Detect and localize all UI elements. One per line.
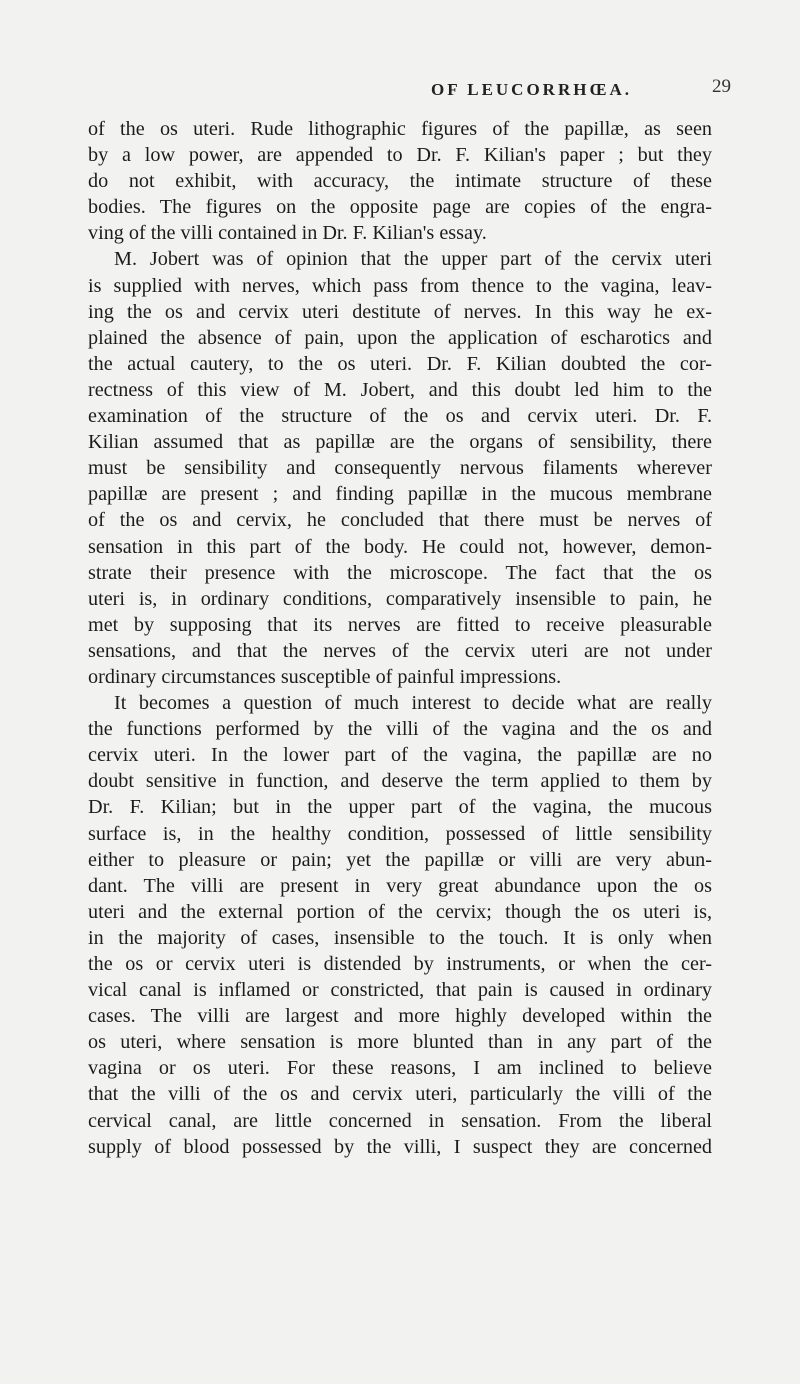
text-line: os uteri, where sensation is more blunted than in any part of the bbox=[88, 1031, 712, 1054]
text-line: the actual cautery, to the os uteri. Dr. F. Kilian doubted the cor- bbox=[88, 352, 712, 375]
text-line: do not exhibit, with accuracy, the intimate structure of these bbox=[88, 170, 712, 193]
text-line: ving of the villi contained in Dr. F. Kilian's essay. bbox=[88, 222, 487, 245]
text-line: the os or cervix uteri is distended by instruments, or when the cer- bbox=[88, 953, 712, 975]
text-line: cervix uteri. In the lower part of the vagina, the papillæ are no bbox=[88, 744, 712, 767]
page-number: 29 bbox=[712, 76, 731, 97]
text-line: supply of blood possessed by the villi, I suspect they are concerned bbox=[88, 1135, 712, 1158]
text-line: surface is, in the healthy condition, possessed of little sensibility bbox=[88, 822, 712, 845]
text-line: cases. The villi are largest and more highly developed within the bbox=[88, 1005, 712, 1028]
text-line: dant. The villi are present in very great abundance upon the os bbox=[88, 874, 712, 897]
text-line: rectness of this view of M. Jobert, and this doubt led him to the bbox=[88, 378, 712, 401]
running-head: OF LEUCORRHŒA. bbox=[431, 80, 632, 99]
text-line: ing the os and cervix uteri destitute of nerves. In this way he ex- bbox=[88, 300, 712, 323]
text-line: uteri and the external portion of the cervix; though the os uteri is, bbox=[88, 900, 712, 923]
text-line: of the os and cervix, he concluded that there must be nerves of bbox=[88, 509, 712, 532]
text-line: sensations, and that the nerves of the cervix uteri are not under bbox=[88, 639, 712, 662]
text-line: either to pleasure or pain; yet the papillæ or villi are very abun- bbox=[88, 848, 712, 871]
text-line: is supplied with nerves, which pass from thence to the vagina, leav- bbox=[88, 274, 712, 297]
text-line: It becomes a question of much interest to decide what are really bbox=[114, 692, 712, 715]
text-line: cervical canal, are little concerned in sensation. From the liberal bbox=[88, 1109, 712, 1132]
body-text bbox=[88, 116, 712, 1160]
text-line: strate their presence with the microscope. The fact that the os bbox=[88, 561, 712, 584]
text-line: met by supposing that its nerves are fitted to receive pleasurable bbox=[88, 613, 712, 636]
text-line: in the majority of cases, insensible to the touch. It is only when bbox=[88, 926, 712, 949]
text-line: bodies. The figures on the opposite page are copies of the engra- bbox=[88, 196, 712, 219]
text-line: of the os uteri. Rude lithographic figures of the papillæ, as seen bbox=[88, 118, 712, 140]
text-line: papillæ are present ; and finding papillæ in the mucous membrane bbox=[88, 483, 712, 506]
text-line: the functions performed by the villi of the vagina and the os and bbox=[88, 718, 712, 741]
text-line: must be sensibility and consequently nervous filaments wherever bbox=[88, 457, 712, 480]
text-line: examination of the structure of the os and cervix uteri. Dr. F. bbox=[88, 405, 712, 428]
text-line: uteri is, in ordinary conditions, comparatively insensible to pain, he bbox=[88, 587, 712, 610]
text-line: Kilian assumed that as papillæ are the organs of sensibility, there bbox=[88, 431, 712, 454]
text-line: vical canal is inflamed or constricted, that pain is caused in ordinary bbox=[88, 979, 712, 1002]
text-line: plained the absence of pain, upon the application of escharotics and bbox=[88, 326, 712, 349]
text-line: ordinary circumstances susceptible of painful impressions. bbox=[88, 665, 562, 688]
text-line: that the villi of the os and cervix uteri, particularly the villi of the bbox=[88, 1083, 712, 1106]
text-line: sensation in this part of the body. He could not, however, demon- bbox=[88, 535, 712, 558]
text-line: M. Jobert was of opinion that the upper part of the cervix uteri bbox=[114, 248, 712, 271]
text-line: doubt sensitive in function, and deserve the term applied to them by bbox=[88, 770, 712, 793]
text-line: by a low power, are appended to Dr. F. Kilian's paper ; but they bbox=[88, 144, 712, 167]
text-line: vagina or os uteri. For these reasons, I am inclined to believe bbox=[88, 1057, 712, 1080]
text-line: Dr. F. Kilian; but in the upper part of the vagina, the mucous bbox=[88, 796, 712, 819]
